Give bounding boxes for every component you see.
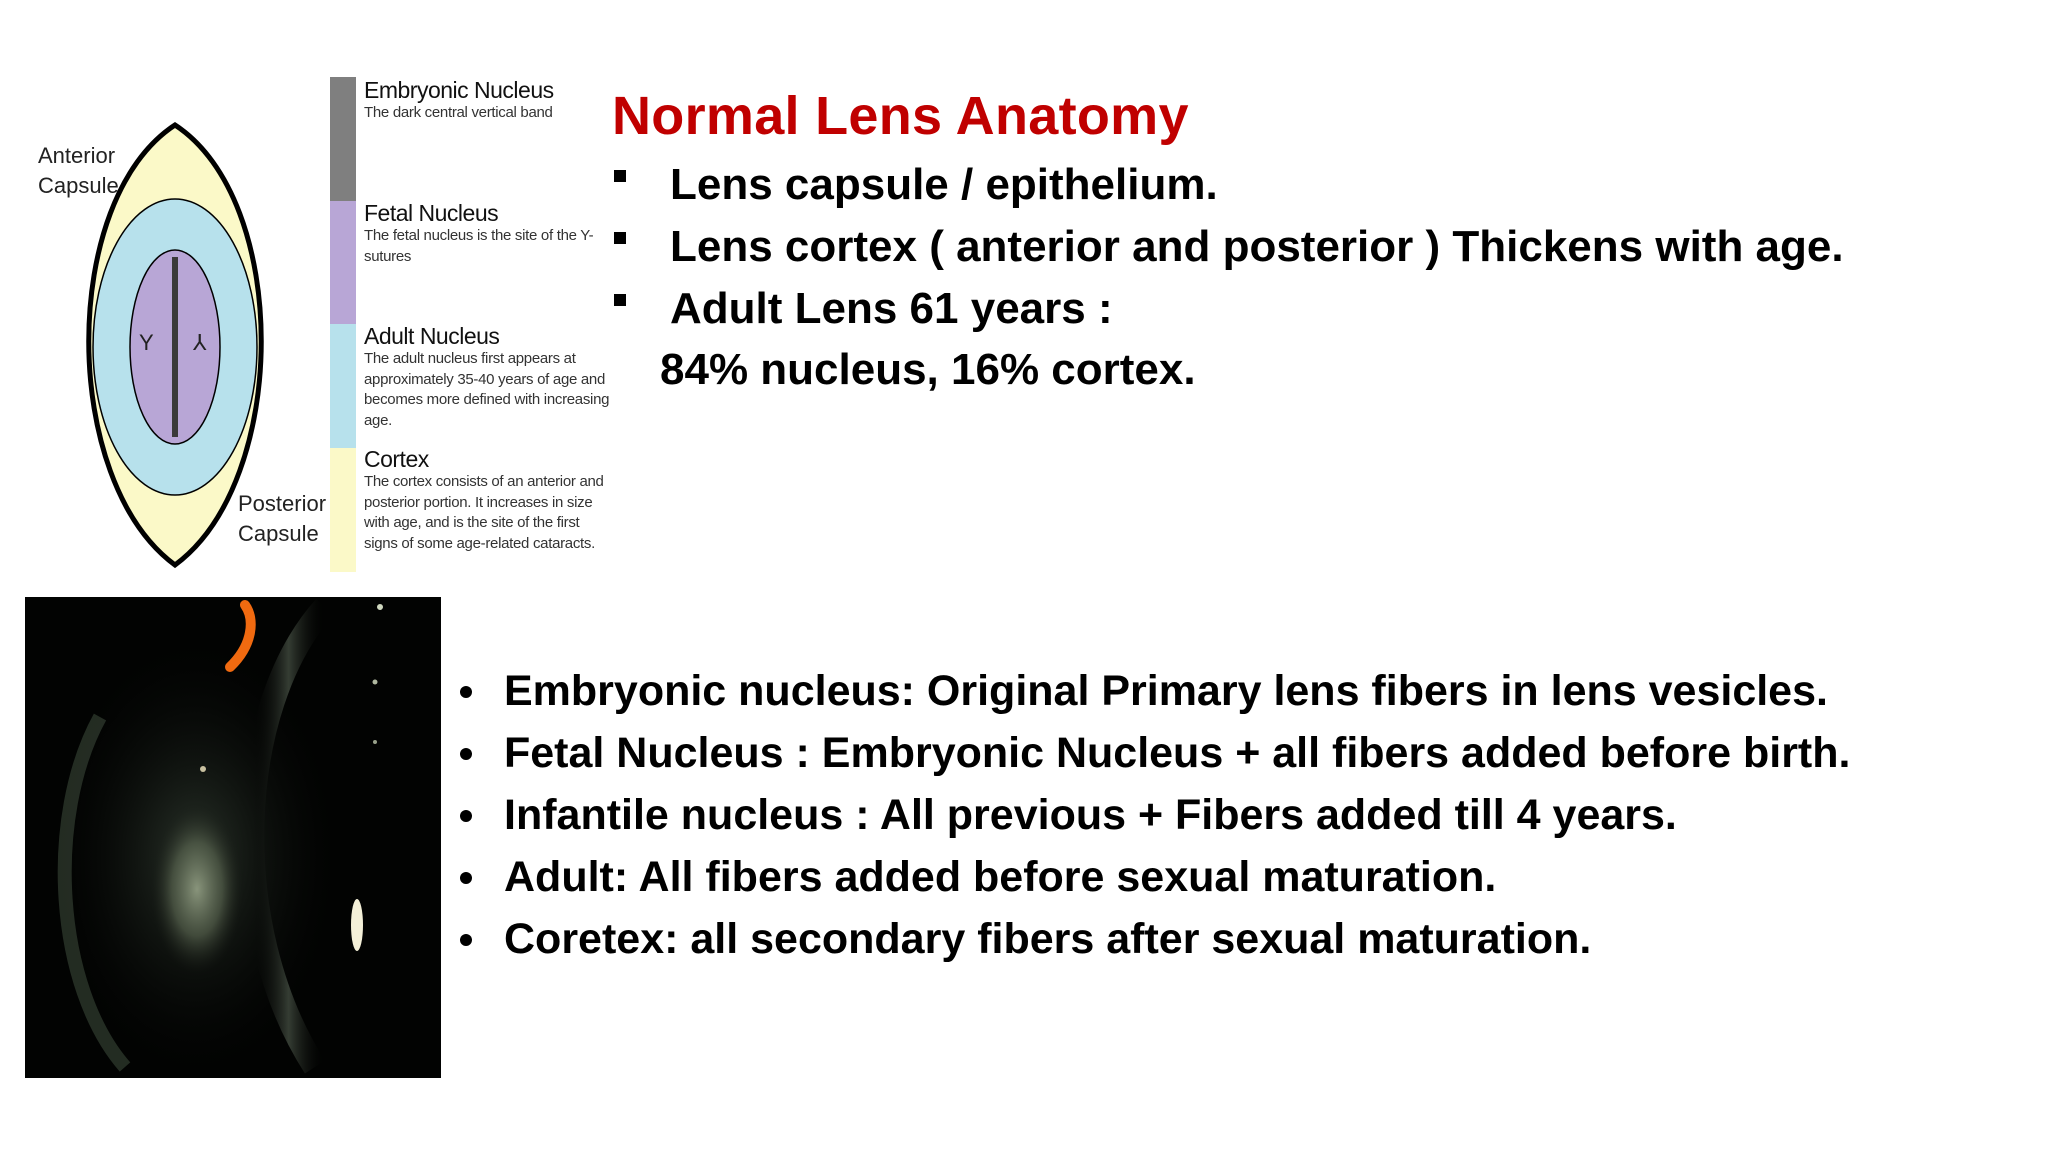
legend-swatch-fetal (330, 201, 356, 324)
bottom-bullet-item (456, 724, 1850, 786)
legend-title: Adult Nucleus (364, 323, 500, 349)
top-bullet-item (612, 280, 1844, 342)
suture-label-inverted-y: ⅄ (193, 330, 207, 355)
legend-desc-line: with age, and is the site of the first (364, 514, 580, 531)
top-bullet-text: Lens cortex ( anterior and posterior ) Thickens with age. (670, 222, 1844, 271)
lens-legend (330, 77, 615, 572)
bottom-bullet-item (456, 848, 1850, 910)
legend-desc-line: The cortex consists of an anterior and (364, 473, 604, 490)
posterior-capsule-label-line2: Capsule (238, 521, 319, 546)
bottom-bullet-text: Fetal Nucleus : Embryonic Nucleus + all fibers added before birth. (504, 729, 1851, 777)
top-bullet-list (612, 156, 1844, 342)
legend-desc-line: sutures (364, 247, 412, 265)
legend-title: Cortex (364, 446, 429, 472)
legend-swatch-adult (330, 324, 356, 448)
suture-label-y: Y (139, 330, 154, 355)
legend-desc-line: posterior portion. It increases in size (364, 493, 593, 511)
square-bullet-icon (614, 232, 626, 244)
top-bullet-continuation: 84% nucleus, 16% cortex. (660, 345, 1196, 394)
top-bullet-item (612, 156, 1844, 218)
anterior-capsule-label-line1: Anterior (38, 143, 116, 168)
bottom-bullet-item (456, 910, 1850, 972)
top-bullet-text: Lens capsule / epithelium. (670, 160, 1218, 209)
legend-desc-line: age. (364, 411, 392, 429)
bottom-bullet-text: Infantile nucleus : All previous + Fibers added till 4 years. (504, 791, 1677, 839)
round-bullet-icon (460, 686, 472, 698)
legend-cortex (330, 448, 615, 572)
round-bullet-icon (460, 748, 472, 760)
top-bullet-item (612, 218, 1844, 280)
legend-swatch-embryonic (330, 77, 356, 201)
legend-fetal-nucleus (330, 201, 615, 324)
bottom-bullet-text: Coretex: all secondary fibers after sexual maturation. (504, 915, 1592, 963)
legend-desc-line: signs of some age-related cataracts. (364, 534, 595, 552)
slide-title: Normal Lens Anatomy (612, 86, 1189, 146)
legend-desc-line: becomes more defined with increasing (364, 391, 610, 408)
legend-desc-line: approximately 35-40 years of age and (364, 370, 606, 388)
square-bullet-icon (614, 170, 626, 182)
legend-embryonic-nucleus (330, 77, 615, 201)
bottom-bullet-list (456, 662, 1850, 972)
slit-lamp-lens-photo (25, 597, 441, 1078)
legend-desc-line: The fetal nucleus is the site of the Y- (364, 227, 594, 244)
legend-title: Embryonic Nucleus (364, 77, 554, 103)
anterior-capsule-label-line2: Capsule (38, 173, 119, 198)
bottom-bullet-text: Adult: All fibers added before sexual maturation. (504, 853, 1497, 901)
bottom-bullet-item (456, 662, 1850, 724)
bottom-bullet-item (456, 786, 1850, 848)
top-bullet-text: Adult Lens 61 years : (670, 284, 1113, 333)
legend-desc-line: The dark central vertical band (364, 104, 553, 121)
legend-title: Fetal Nucleus (364, 200, 499, 226)
bottom-bullet-text: Embryonic nucleus: Original Primary lens fibers in lens vesicles. (504, 667, 1828, 715)
legend-swatch-cortex (330, 448, 356, 572)
round-bullet-icon (460, 810, 472, 822)
square-bullet-icon (614, 294, 626, 306)
round-bullet-icon (460, 872, 472, 884)
legend-desc-line: The adult nucleus first appears at (364, 350, 576, 367)
round-bullet-icon (460, 934, 472, 946)
posterior-capsule-label-line1: Posterior (238, 491, 327, 516)
legend-adult-nucleus (330, 324, 615, 448)
